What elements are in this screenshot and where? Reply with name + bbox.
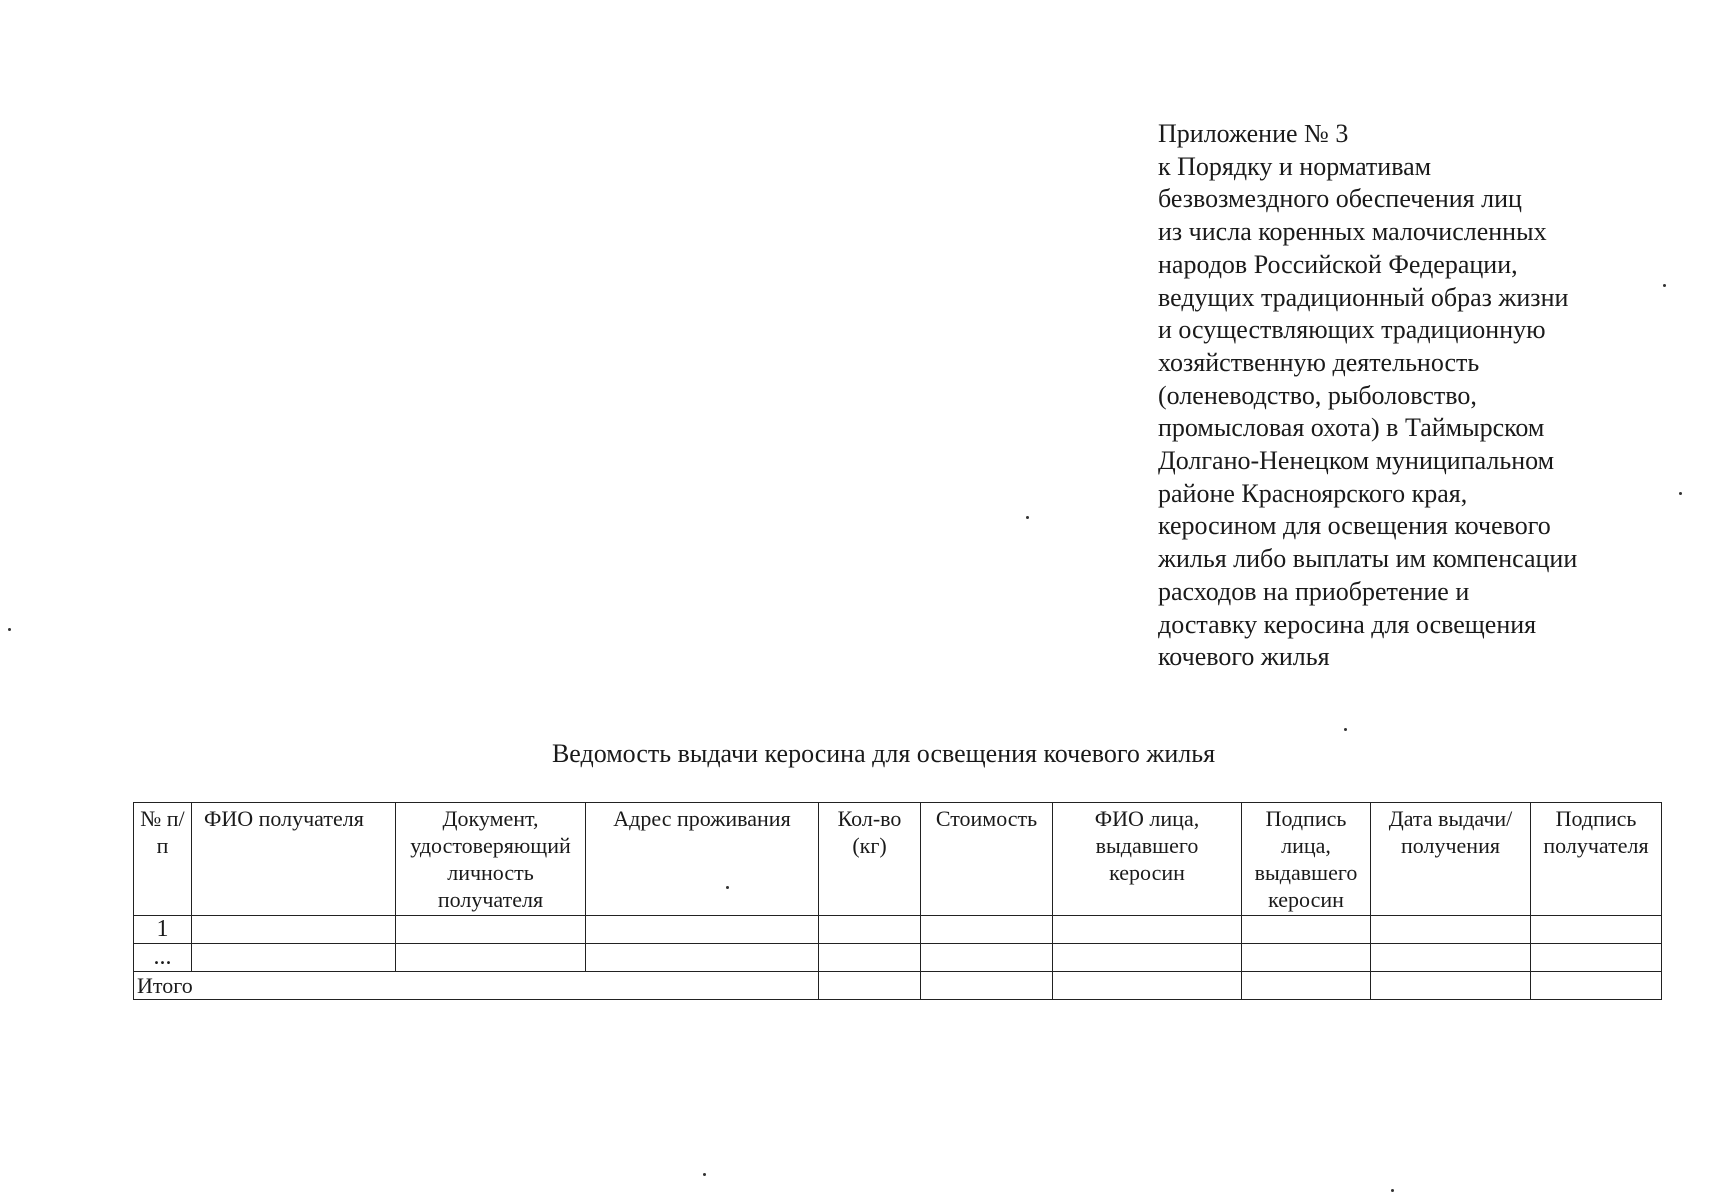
table-total-row — [134, 972, 1662, 1000]
table-header-row — [134, 803, 1662, 916]
kerosene-ledger-table — [133, 802, 1662, 1000]
scan-speck — [703, 1173, 706, 1176]
table-row — [134, 916, 1662, 944]
cell-identity-document — [396, 916, 586, 944]
annex-line-3: безвозмездного обеспечения лиц — [1158, 184, 1522, 214]
row-number: 1 — [134, 916, 192, 944]
scan-speck — [1391, 1189, 1394, 1192]
annex-line-5: народов Российской Федерации, — [1158, 249, 1518, 279]
document-title: Ведомость выдачи керосина для освещения кочевого жилья — [551, 739, 1216, 768]
header-issuer-name: ФИО лица, выдавшего керосин — [1053, 803, 1242, 916]
scan-speck — [1344, 728, 1347, 731]
annex-line-11: Долгано-Ненецком муниципальном — [1158, 446, 1555, 476]
header-issuer-signature: Подпись лица, выдавшего керосин — [1242, 803, 1371, 916]
annex-line-7: и осуществляющих традиционную — [1158, 315, 1546, 345]
cell-issue-date — [1371, 944, 1531, 972]
annex-line-6: ведущих традиционный образ жизни — [1158, 282, 1569, 312]
annex-line-8: хозяйственную деятельность — [1158, 347, 1480, 377]
cell-quantity — [819, 944, 921, 972]
total-issuer-signature — [1242, 972, 1371, 1000]
annex-line-10: промысловая охота) в Таймырском — [1158, 413, 1545, 443]
annex-line-12: районе Красноярского края, — [1158, 478, 1468, 508]
cell-issuer-signature — [1242, 916, 1371, 944]
total-cost — [921, 972, 1053, 1000]
cell-quantity — [819, 916, 921, 944]
cell-cost — [921, 944, 1053, 972]
cell-recipient-signature — [1531, 944, 1662, 972]
header-identity-document: Документ, удостоверяющий личность получателя — [396, 803, 586, 916]
annex-line-4: из числа коренных малочисленных — [1158, 217, 1547, 247]
cell-issuer-name — [1053, 944, 1242, 972]
scan-speck — [8, 628, 11, 631]
annex-line-9: (оленеводство, рыболовство, — [1158, 380, 1477, 410]
cell-identity-document — [396, 944, 586, 972]
header-recipient-name: ФИО получателя — [192, 803, 396, 916]
annex-line-2: к Порядку и нормативам — [1158, 151, 1432, 181]
annex-line-13: керосином для освещения кочевого — [1158, 511, 1551, 541]
header-number: № п/п — [134, 803, 192, 916]
scan-speck — [1679, 492, 1682, 495]
annex-line-1: Приложение № 3 — [1158, 119, 1349, 148]
scan-speck — [726, 886, 729, 889]
cell-issue-date — [1371, 916, 1531, 944]
cell-address — [586, 944, 819, 972]
header-issue-date: Дата выдачи/ получения — [1371, 803, 1531, 916]
cell-issuer-name — [1053, 916, 1242, 944]
cell-recipient-name — [192, 916, 396, 944]
header-cost: Стоимость — [921, 803, 1053, 916]
total-label: Итого — [134, 972, 819, 1000]
scan-speck — [1026, 516, 1029, 519]
header-recipient-signature: Подпись получателя — [1531, 803, 1662, 916]
table-row — [134, 944, 1662, 972]
cell-recipient-signature — [1531, 916, 1662, 944]
header-address: Адрес проживания — [586, 803, 819, 916]
total-issue-date — [1371, 972, 1531, 1000]
cell-address — [586, 916, 819, 944]
annex-line-14: жилья либо выплаты им компенсации — [1158, 544, 1578, 574]
cell-cost — [921, 916, 1053, 944]
cell-recipient-name — [192, 944, 396, 972]
total-issuer-name — [1053, 972, 1242, 1000]
total-quantity — [819, 972, 921, 1000]
annex-line-15: расходов на приобретение и — [1158, 576, 1470, 606]
annex-line-16: доставку керосина для освещения — [1158, 609, 1537, 639]
annex-line-17: кочевого жилья — [1158, 642, 1330, 672]
annex-block — [1158, 118, 1678, 674]
scan-speck — [1663, 284, 1666, 287]
row-number: ... — [134, 944, 192, 972]
header-quantity: Кол-во (кг) — [819, 803, 921, 916]
cell-issuer-signature — [1242, 944, 1371, 972]
total-recipient-signature — [1531, 972, 1662, 1000]
